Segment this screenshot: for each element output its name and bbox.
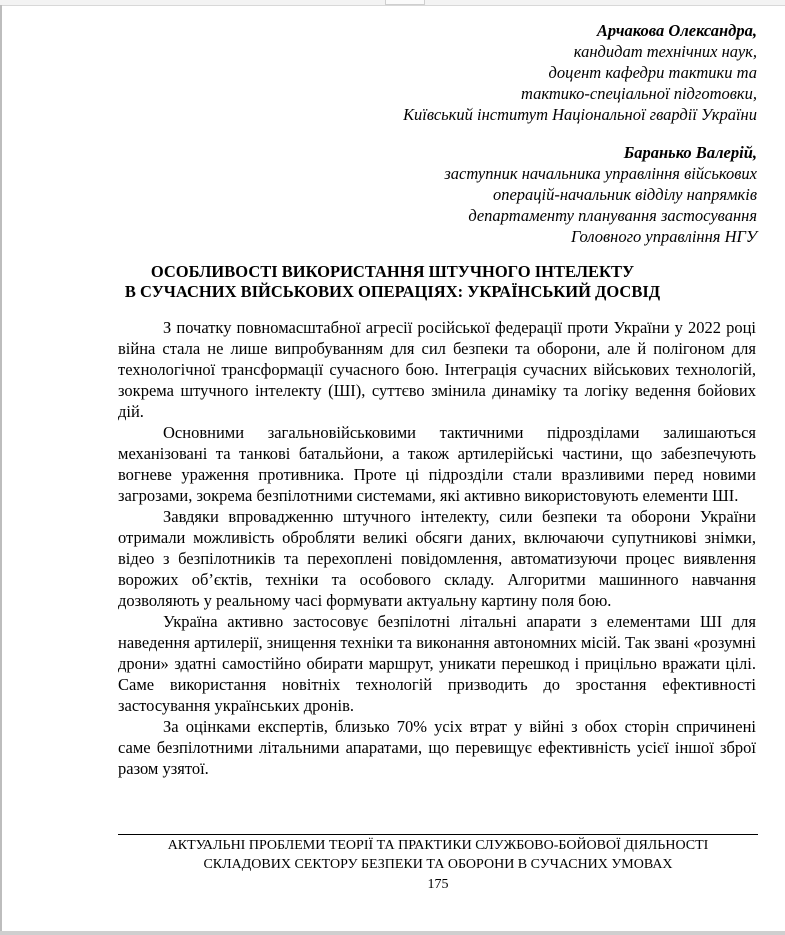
author-block-1	[403, 20, 757, 125]
author-name: Арчакова Олександра,	[596, 21, 757, 40]
page-number: 175	[427, 877, 449, 892]
title-line: ОСОБЛИВОСТІ ВИКОРИСТАННЯ ШТУЧНОГО ІНТЕЛЕКТУ	[150, 262, 635, 281]
viewer-bottom-strip	[0, 931, 785, 935]
body-paragraph: Основними загальновійськовими тактичними підрозділами залишаються механізовані та танкові батальйони, а також артилерійські частини, що забезпечують вогневе ураження противника. Проте ці підрозділи стали вразливими перед новими загрозами, зокрема безпілотними системами, які активно використовують елементи ШІ.	[118, 423, 756, 505]
author-affiliation-line: Головного управління НГУ	[570, 227, 757, 246]
footer-journal-line: СКЛАДОВИХ СЕКТОРУ БЕЗПЕКИ ТА ОБОРОНИ В СУЧАСНИХ УМОВАХ	[203, 857, 673, 872]
author-affiliation-line: департаменту планування застосування	[468, 206, 757, 225]
article-body	[118, 317, 756, 779]
author-affiliation-line: Київський інститут Національної гвардії України	[403, 105, 757, 124]
page-footer	[118, 834, 758, 894]
article-title	[40, 262, 745, 302]
footer-journal-line: АКТУАЛЬНІ ПРОБЛЕМИ ТЕОРІЇ ТА ПРАКТИКИ СЛУЖБОВО-БОЙОВОЇ ДІЯЛЬНОСТІ	[167, 838, 709, 853]
author-affiliation-line: доцент кафедри тактики та	[548, 63, 757, 82]
author-affiliation-line: тактико-спеціальної підготовки,	[521, 84, 757, 103]
body-paragraph: З початку повномасштабної агресії російської федерації проти України у 2022 році війна стала не лише випробуванням для сил безпеки та оборони, але й полігоном для технологічної трансформації сучасного бою. Інтеграція сучасних військових технологій, зокрема штучного інтелекту (ШІ), суттєво змінила динаміку та логіку ведення бойових дій.	[118, 318, 756, 421]
author-name: Баранько Валерій,	[623, 143, 757, 162]
author-affiliation-line: кандидат технічних наук,	[573, 42, 757, 61]
page-left-edge	[0, 5, 2, 931]
body-paragraph: Завдяки впровадженню штучного інтелекту, сили безпеки та оборони України отримали можливість обробляти великі обсяги даних, включаючи супутникові знімки, відео з безпілотників та перехоплені повідомлення, автоматизуючи процес виявлення ворожих об’єктів, техніки та особового складу. Алгоритми машинного навчання дозволяють у реальному часі формувати актуальну картину поля бою.	[118, 507, 756, 610]
author-affiliation-line: операцій-начальник відділу напрямків	[492, 185, 757, 204]
body-paragraph: Україна активно застосовує безпілотні літальні апарати з елементами ШІ для наведення артилерії, знищення техніки та виконання автономних місій. Так звані «розумні дрони» здатні самостійно обирати маршрут, уникати перешкод і прицільно вражати цілі. Саме використання новітніх технологій призводить до зростання ефективності застосування українських дронів.	[118, 612, 756, 715]
title-line: В СУЧАСНИХ ВІЙСЬКОВИХ ОПЕРАЦІЯХ: УКРАЇНСЬКИЙ ДОСВІД	[124, 282, 661, 301]
page-drag-handle[interactable]	[385, 0, 425, 5]
body-paragraph: За оцінками експертів, близько 70% усіх втрат у війні з обох сторін спричинені саме безпілотними літальними апаратами, що перевищує ефективність усієї іншої зброї разом узятої.	[118, 717, 756, 778]
author-affiliation-line: заступник начальника управління військових	[444, 164, 757, 183]
author-block-2	[444, 142, 757, 247]
